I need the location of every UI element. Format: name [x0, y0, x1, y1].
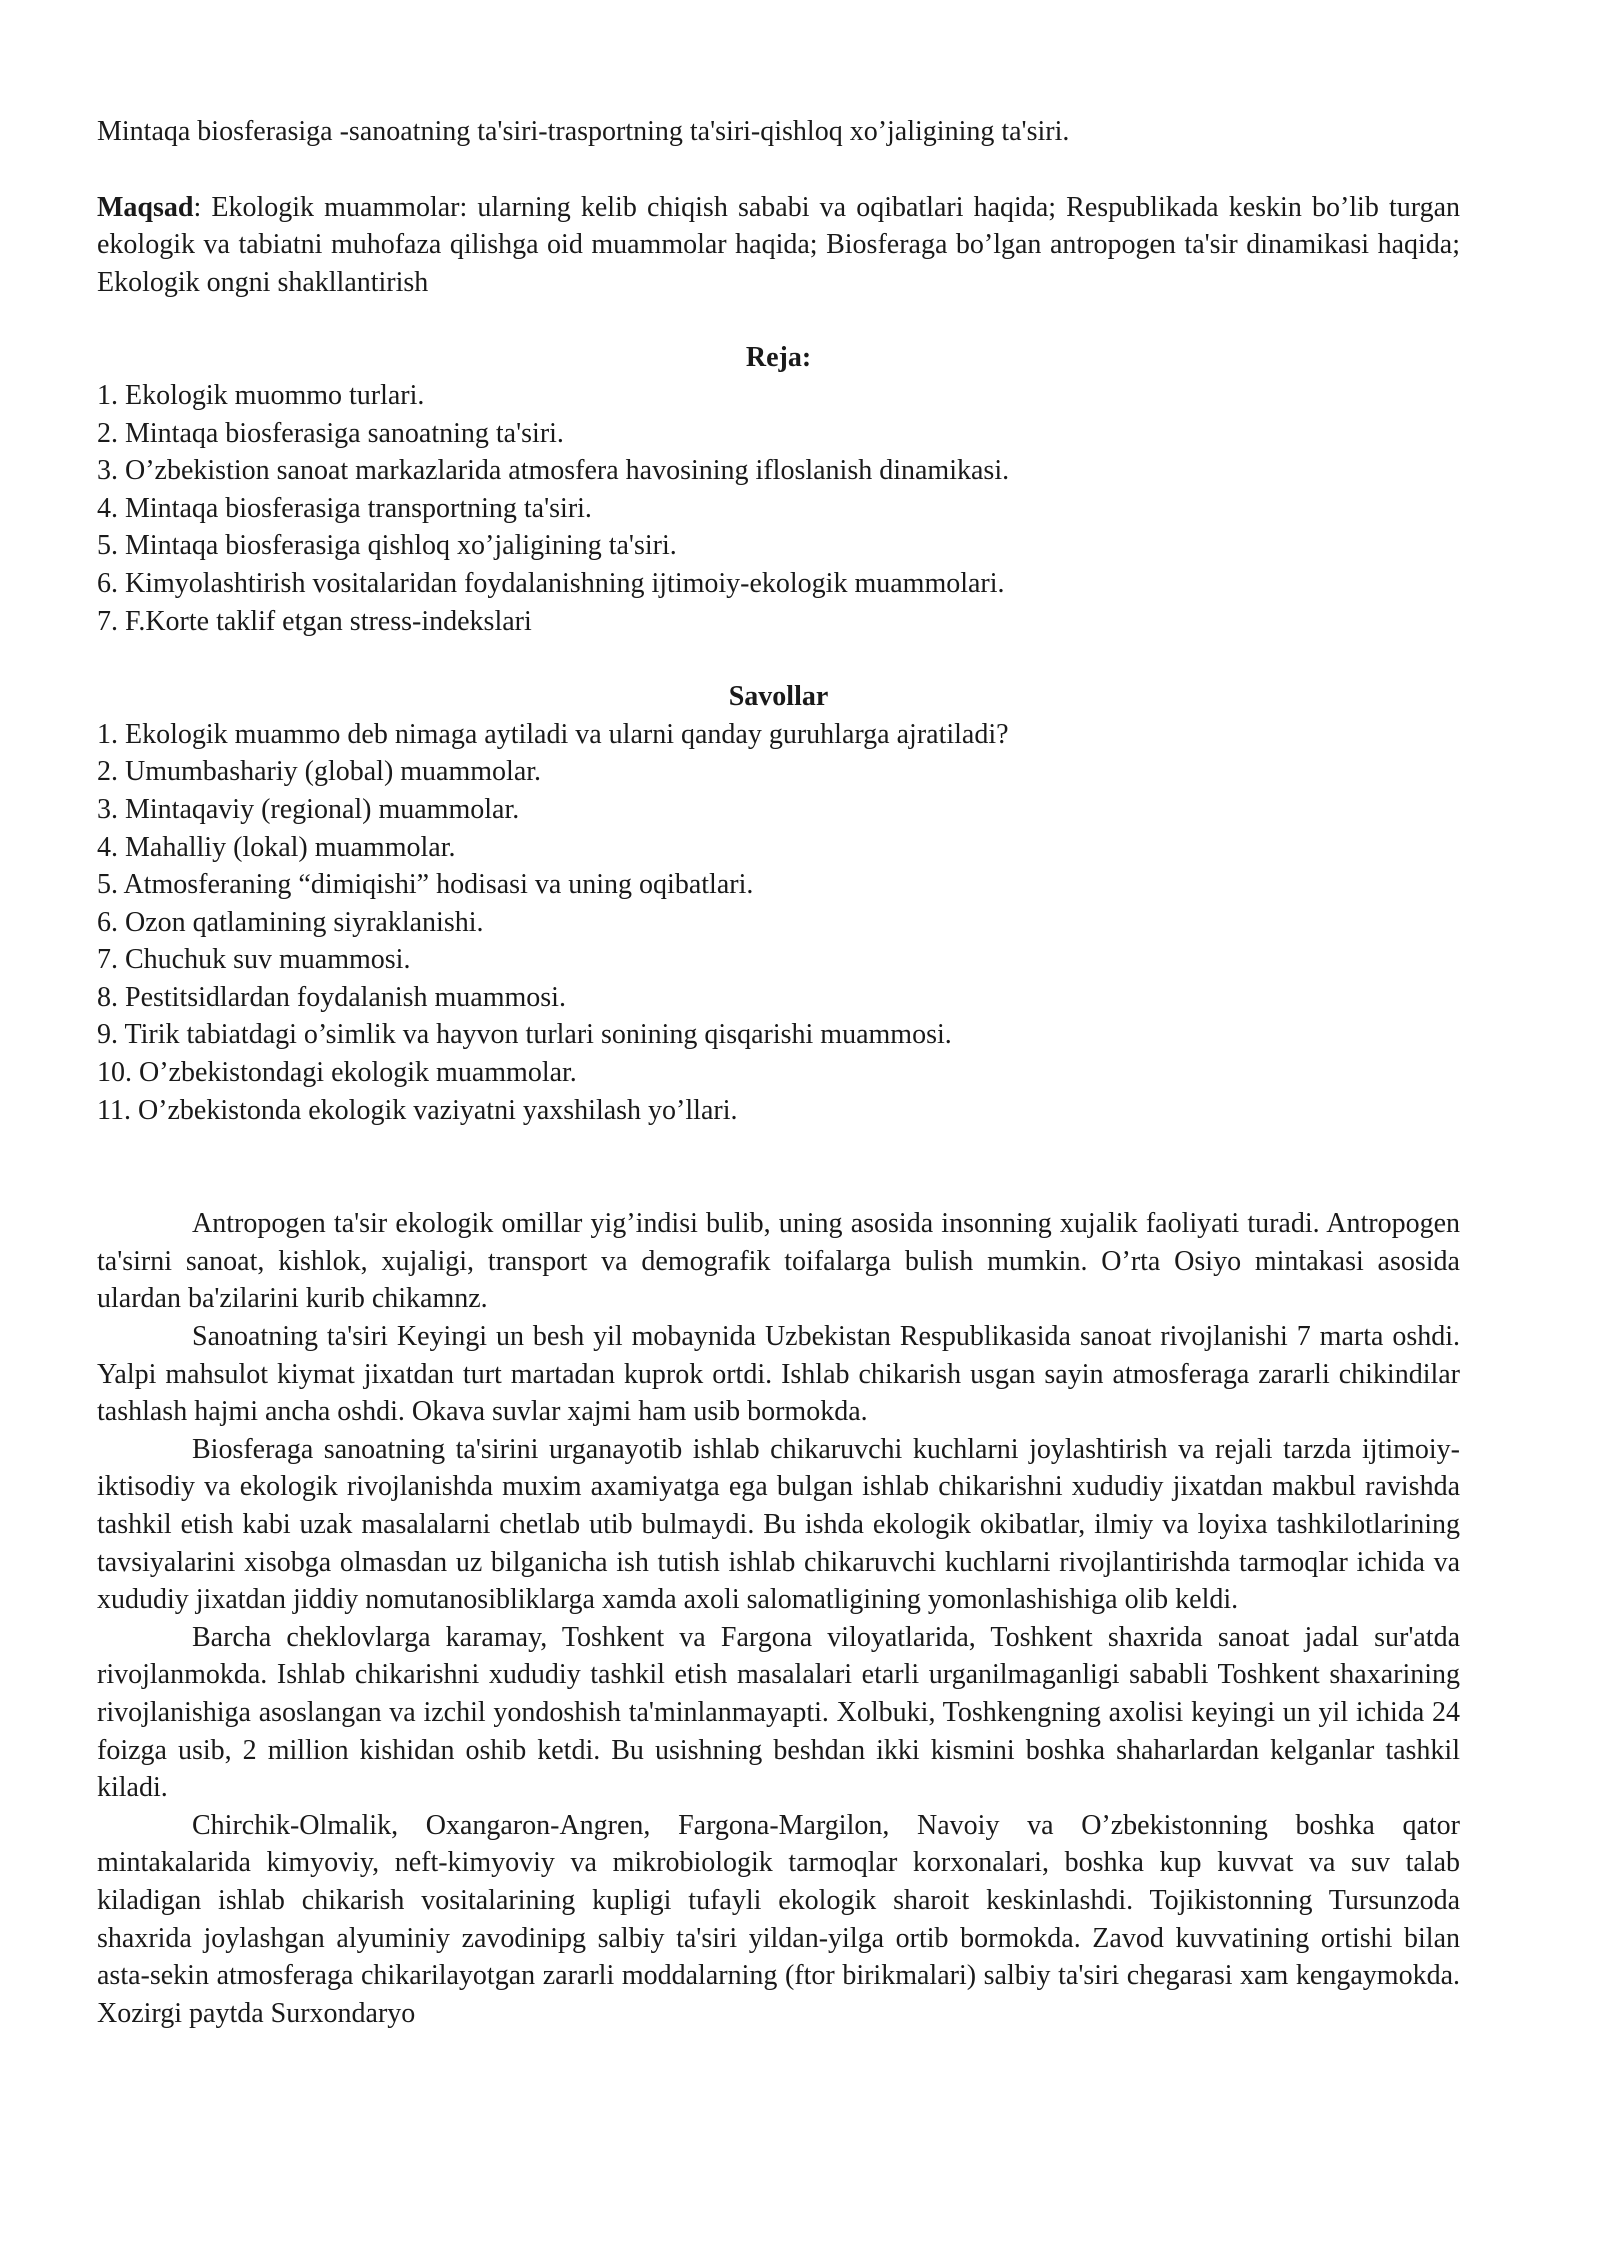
plan-item: 6. Kimyolashtirish vositalaridan foydalanishning ijtimoiy-ekologik muammolari. — [97, 567, 1005, 599]
plan-item: 2. Mintaqa biosferasiga sanoatning ta'siri. — [97, 417, 564, 449]
questions-list — [97, 716, 1460, 1130]
question-item: 1. Ekologik muammo deb nimaga aytiladi va ularni qanday guruhlarga ajratiladi? — [97, 718, 1009, 750]
plan-item: 7. F.Korte taklif etgan stress-indekslari — [97, 605, 532, 637]
question-item: 5. Atmosferaning “dimiqishi” hodisasi va uning oqibatlari. — [97, 869, 754, 901]
intro-line: Mintaqa biosferasiga -sanoatning ta'siri-trasportning ta'siri-qishloq xo’jaligining ta'siri. — [97, 116, 1070, 147]
document-page — [97, 113, 1460, 2032]
question-item: 11. O’zbekistonda ekologik vaziyatni yaxshilash yo’llari. — [97, 1094, 738, 1126]
body-paragraph: Chirchik-Olmalik, Oxangaron-Angren, Fargona-Margilon, Navoiy va O’zbekistonning boshka qator mintakalarida kimyoviy, neft-kimyoviy va mikrobiologik tarmoqlar korxonalari, boshka kup kuvvat va suv talab kiladigan ishlab chikarish vositalarining kupligi tufayli ekologik sharoit keskinlashdi. Tojikistonning Tursunzoda shaxrida joylashgan alyuminiy zavodinipg salbiy ta'siri yildan-yilga ortib bormokda. Zavod kuvvatining ortishi bilan asta-sekin atmosferaga chikarilayotgan zararli moddalarning (ftor birikmalari) salbiy ta'siri chegarasi xam kengaymokda. Xozirgi paytda Surxondaryo — [97, 1809, 1460, 2029]
goal-label: Maqsad — [97, 191, 194, 223]
goal-paragraph — [97, 189, 1460, 302]
question-item: 3. Mintaqaviy (regional) muammolar. — [97, 793, 520, 825]
plan-item: 3. O’zbekistion sanoat markazlarida atmosfera havosining ifloslanish dinamikasi. — [97, 455, 1010, 487]
question-item: 8. Pestitsidlardan foydalanish muammosi. — [97, 981, 566, 1013]
plan-title: Reja: — [745, 342, 812, 374]
plan-item: 1. Ekologik muommo turlari. — [97, 379, 425, 411]
body-paragraph: Biosferaga sanoatning ta'sirini urganayotib ishlab chikaruvchi kuchlarni joylashtirish va rejali tarzda ijtimoiy-iktisodiy va ekologik rivojlanishda muxim axamiyatga ega bulgan ishlab chikarishni xududiy jixatdan makbul ravishda tashkil etish kabi uzak masalalarni chetlab utib bulmaydi. Bu ishda ekologik okibatlar, ilmiy va loyixa tashkilotlarining tavsiyalarini xisobga olmasdan uz bilganicha ish tutish ishlab chikaruvchi kuchlarni rivojlantirishda tarmoqlar ichida va xududiy jixatdan jiddiy nomutanosibliklarga xamda axoli salomatligining yomonlashishiga olib keldi. — [97, 1433, 1460, 1616]
plan-item: 5. Mintaqa biosferasiga qishloq xo’jaligining ta'siri. — [97, 530, 677, 562]
question-item: 6. Ozon qatlamining siyraklanishi. — [97, 906, 484, 938]
question-item: 4. Mahalliy (lokal) muammolar. — [97, 831, 456, 863]
question-item: 2. Umumbashariy (global) muammolar. — [97, 756, 542, 788]
goal-text: : Ekologik muammolar: ularning kelib chiqish sababi va oqibatlari haqida; Respublikada keskin bo’lib turgan ekologik va tabiatni muhofaza qilishga oid muammolar haqida; Biosferaga bo’lgan antropogen ta'sir dinamikasi haqida; Ekologik ongni shakllantirish — [97, 191, 1460, 298]
question-item: 7. Chuchuk suv muammosi. — [97, 944, 411, 976]
question-item: 10. O’zbekistondagi ekologik muammolar. — [97, 1057, 577, 1089]
body-paragraph: Sanoatning ta'siri Keyingi un besh yil mobaynida Uzbekistan Respublikasida sanoat rivojlanishi 7 marta oshdi. Yalpi mahsulot kiymat jixatdan turt martadan kuprok ortdi. Ishlab chikarish usgan sayin atmosferaga zararli chikindilar tashlash hajmi ancha oshdi. Okava suvlar xajmi ham usib bormokda. — [97, 1321, 1460, 1428]
body-paragraph: Antropogen ta'sir ekologik omillar yig’indisi bulib, uning asosida insonning xujalik faoliyati turadi. Antropogen ta'sirni sanoat, kishlok, xujaligi, transport va demografik toifalarga bulish mumkin. O’rta Osiyo mintakasi asosida ulardan ba'zilarini kurib chikamnz. — [97, 1208, 1460, 1315]
body-paragraph: Barcha cheklovlarga karamay, Toshkent va Fargona viloyatlarida, Toshkent shaxrida sanoat jadal sur'atda rivojlanmokda. Ishlab chikarishni xududiy tashkil etish masalalari etarli urganilmaganligi sababli Toshkent shaxarining rivojlanishiga asoslangan va izchil yondoshish ta'minlanmayapti. Xolbuki, Toshkengning axolisi keyingi un yil ichida 24 foizga usib, 2 million kishidan oshib ketdi. Bu usishning beshdan ikki kismini boshka shaharlardan kelganlar tashkil kiladi. — [97, 1621, 1460, 1804]
plan-item: 4. Mintaqa biosferasiga transportning ta'siri. — [97, 492, 592, 524]
questions-title: Savollar — [728, 681, 829, 713]
plan-list — [97, 377, 1460, 640]
question-item: 9. Tirik tabiatdagi o’simlik va hayvon turlari sonining qisqarishi muammosi. — [97, 1019, 952, 1051]
